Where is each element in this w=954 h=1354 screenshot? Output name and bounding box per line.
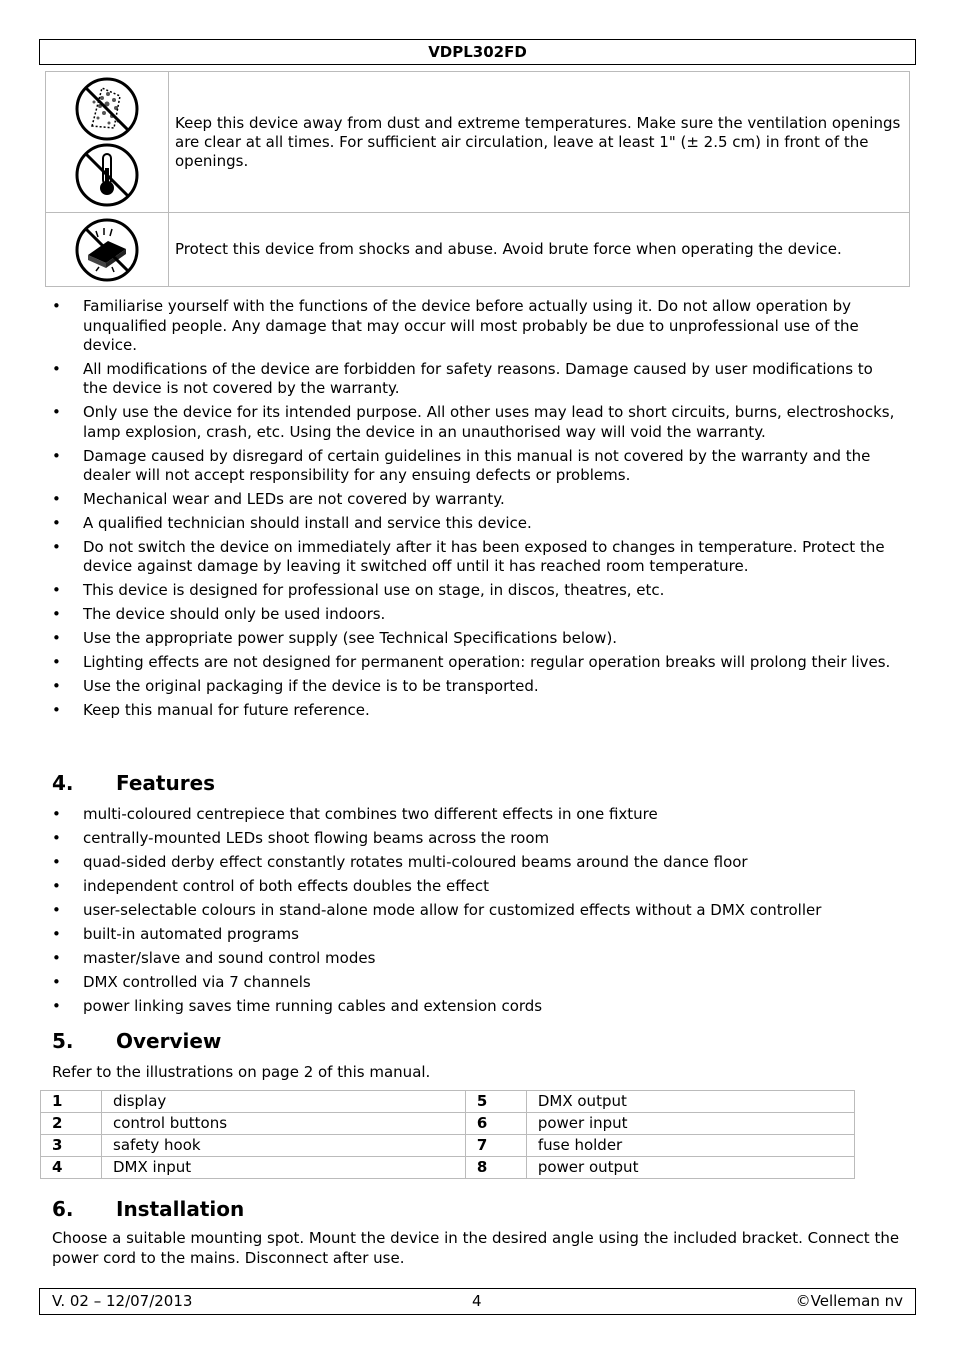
overview-intro: Refer to the illustrations on page 2 of this manual.: [52, 1063, 431, 1081]
section-heading-features: [52, 771, 215, 795]
list-item: • This device is designed for professional use on stage, in discos, theatres, etc.: [52, 581, 902, 601]
list-item: • A qualified technician should install and service this device.: [52, 514, 902, 534]
list-item: • built-in automated programs: [52, 925, 902, 945]
list-item: • The device should only be used indoors.: [52, 605, 902, 625]
section-number: 5.: [52, 1029, 74, 1053]
section-number: 4.: [52, 771, 74, 795]
table-cell: 3: [41, 1135, 102, 1157]
section-title: Installation: [116, 1197, 245, 1221]
list-item: • independent control of both effects doubles the effect: [52, 877, 902, 897]
list-item: • user-selectable colours in stand-alone mode allow for customized effects without a DMX controller: [52, 901, 902, 921]
table-cell: 1: [41, 1091, 102, 1113]
footer-copyright: ©Velleman nv: [795, 1292, 903, 1310]
table-cell: DMX output: [526, 1091, 854, 1113]
footer-version: V. 02 – 12/07/2013: [52, 1292, 193, 1310]
table-cell: fuse holder: [526, 1135, 854, 1157]
list-item: • Mechanical wear and LEDs are not covered by warranty.: [52, 490, 902, 510]
safety-list: [52, 297, 902, 725]
table-cell: DMX input: [102, 1157, 466, 1179]
table-row: [41, 1157, 855, 1179]
table-cell: power output: [526, 1157, 854, 1179]
table-cell: 2: [41, 1113, 102, 1135]
list-item: • Only use the device for its intended purpose. All other uses may lead to short circuits, burns, electroshocks, lamp explosion, crash, etc. Using the device in an unauthorised way will void the warranty.: [52, 403, 902, 442]
section-number: 6.: [52, 1197, 74, 1221]
section-heading-overview: [52, 1029, 221, 1053]
table-cell: 6: [465, 1113, 526, 1135]
list-item: • multi-coloured centrepiece that combines two different effects in one fixture: [52, 805, 902, 825]
no-dust-icon: [74, 76, 140, 142]
table-cell: control buttons: [102, 1113, 466, 1135]
footer-page-number: 4: [472, 1292, 482, 1310]
list-item: • centrally-mounted LEDs shoot flowing beams across the room: [52, 829, 902, 849]
table-row: [41, 1113, 855, 1135]
installation-text: Choose a suitable mounting spot. Mount the device in the desired angle using the included bracket. Connect the power cord to the mains. Disconnect after use.: [52, 1229, 900, 1267]
table-cell: 8: [465, 1157, 526, 1179]
table-cell: 5: [465, 1091, 526, 1113]
table-cell: safety hook: [102, 1135, 466, 1157]
table-row: [41, 1091, 855, 1113]
warning-text: Keep this device away from dust and extreme temperatures. Make sure the ventilation openings are clear at all times. For sufficient air circulation, leave at least 1" (± 2.5 cm) in front of the openings.: [169, 72, 910, 213]
table-cell: 4: [41, 1157, 102, 1179]
section-heading-installation: [52, 1197, 244, 1221]
table-row: [41, 1135, 855, 1157]
overview-table: [40, 1090, 855, 1179]
list-item: • Use the original packaging if the device is to be transported.: [52, 677, 902, 697]
list-item: • Damage caused by disregard of certain guidelines in this manual is not covered by the warranty and the dealer will not accept responsibility for any ensuing defects or problems.: [52, 447, 902, 486]
warning-icons-cell: [46, 213, 169, 287]
table-cell: 7: [465, 1135, 526, 1157]
list-item: • Do not switch the device on immediately after it has been exposed to changes in temperature. Protect the device against damage by leaving it switched off until it has reached room temperature.: [52, 538, 902, 577]
warning-icons-cell: [46, 72, 169, 213]
list-item: • Keep this manual for future reference.: [52, 701, 902, 721]
page-footer: [39, 1288, 916, 1315]
table-cell: power input: [526, 1113, 854, 1135]
list-item: • Use the appropriate power supply (see Technical Specifications below).: [52, 629, 902, 649]
section-title: Overview: [116, 1029, 222, 1053]
section-title: Features: [116, 771, 216, 795]
no-shock-icon: [74, 217, 140, 283]
list-item: • DMX controlled via 7 channels: [52, 973, 902, 993]
warning-table: [45, 71, 910, 287]
list-item: • quad-sided derby effect constantly rotates multi-coloured beams around the dance floor: [52, 853, 902, 873]
list-item: • All modifications of the device are forbidden for safety reasons. Damage caused by user modifications to the device is not covered by the warranty.: [52, 360, 902, 399]
list-item: • Familiarise yourself with the functions of the device before actually using it. Do not allow operation by unqualified people. Any damage that may occur will most probably be due to unprofessional use of the device.: [52, 297, 902, 356]
table-cell: display: [102, 1091, 466, 1113]
list-item: • Lighting effects are not designed for permanent operation: regular operation breaks will prolong their lives.: [52, 653, 902, 673]
no-heat-icon: [74, 142, 140, 208]
warning-text: Protect this device from shocks and abuse. Avoid brute force when operating the device.: [169, 213, 910, 287]
page-header: VDPL302FD: [39, 39, 916, 65]
list-item: • master/slave and sound control modes: [52, 949, 902, 969]
features-list: [52, 805, 902, 1021]
list-item: • power linking saves time running cables and extension cords: [52, 997, 902, 1017]
